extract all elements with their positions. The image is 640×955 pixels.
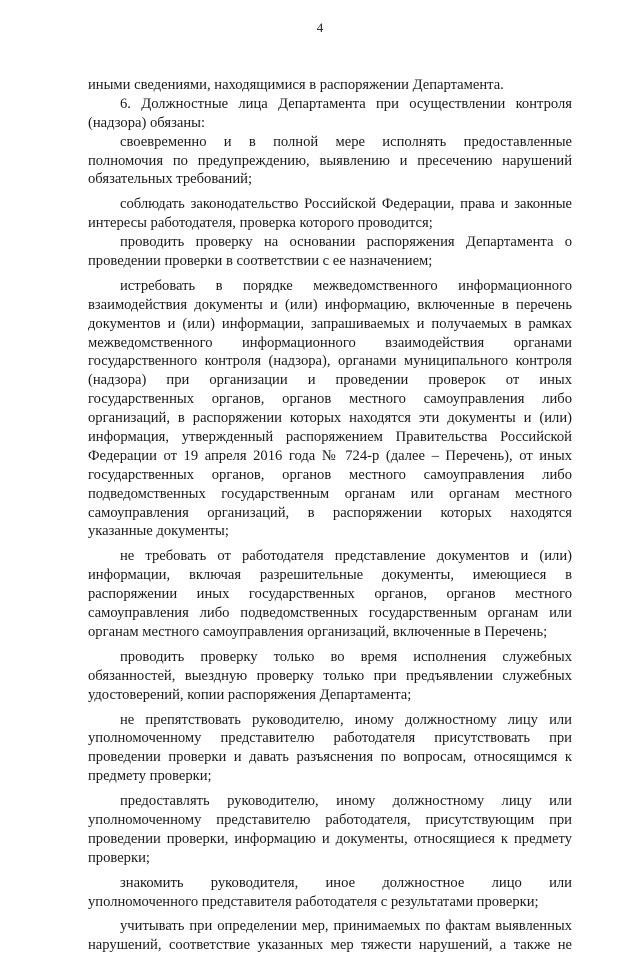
text-line: организаций, в распоряжении которых находятся эти документы и (или) [88, 410, 572, 427]
text-line: (надзора) при организации и проведении проверок от иных [88, 372, 572, 389]
text-line: подведомственных государственным органам или органам местного [88, 485, 572, 502]
text-line: проводить проверку только во время исполнения служебных [120, 648, 572, 665]
text-line: проводить проверку на основании распоряжения Департамента о [120, 234, 572, 251]
text-line: государственных органов, органов местного самоуправления либо [88, 466, 572, 483]
text-line: предмету проверки; [88, 768, 212, 785]
text-line: знакомить руководителя, иное должностное лицо или [120, 874, 572, 891]
text-line: информация, утвержденный распоряжением Правительства Российской [88, 429, 572, 446]
text-line: нарушений, соответствие указанных мер тяжести нарушений, а также не [88, 937, 572, 954]
text-line: самоуправления либо подведомственных государственным органам или [88, 605, 572, 622]
text-line: уполномоченному представителю работодателя, присутствующим при [88, 811, 572, 828]
text-line: обязательных требований; [88, 171, 253, 188]
text-line: информации, включая разрешительные документы, имеющиеся в [88, 567, 572, 584]
text-line: проверки; [88, 849, 150, 866]
text-line: проведении проверки, информацию и документы, относящиеся к предмету [88, 830, 572, 847]
text-line: 6. Должностные лица Департамента при осуществлении контроля [120, 95, 572, 112]
text-line: Федерации от 19 апреля 2016 года № 724-р (далее – Перечень), от иных [88, 447, 572, 464]
text-line: предоставлять руководителю, иному должностному лицу или [120, 793, 572, 810]
text-line: учитывать при определении мер, принимаемых по фактам выявленных [120, 918, 572, 935]
page-number: 4 [316, 20, 324, 35]
text-line: указанные документы; [88, 523, 229, 540]
text-line: взаимодействия документы и (или) информацию, включенные в перечень [88, 296, 572, 313]
text-line: не требовать от работодателя представление документов и (или) [120, 548, 572, 565]
text-line: документов и (или) информации, запрашиваемых и получаемых в рамках [88, 315, 572, 332]
text-line: уполномоченного представителя работодателя с результатами проверки; [88, 893, 539, 910]
text-line: удостоверений, копии распоряжения Департамента; [88, 686, 412, 703]
text-line: (надзора) обязаны: [88, 114, 205, 131]
text-line: обязанностей, выездную проверку только при предъявлении служебных [88, 667, 572, 684]
text-line: соблюдать законодательство Российской Федерации, права и законные [120, 196, 572, 213]
text-line: государственного контроля (надзора), органами муниципального контроля [88, 353, 572, 370]
text-line: полномочия по предупреждению, выявлению и пресечению нарушений [88, 152, 572, 169]
text-line: истребовать в порядке межведомственного информационного [120, 277, 572, 294]
text-line: межведомственного информационного взаимодействия органами [88, 334, 572, 351]
text-line: государственных органов, органов местного самоуправления либо [88, 391, 572, 408]
document-body [88, 76, 572, 955]
text-line: не препятствовать руководителю, иному должностному лицу или [120, 711, 572, 728]
text-line: интересы работодателя, проверка которого проводится; [88, 215, 433, 232]
text-line: уполномоченному представителю работодателя присутствовать при [88, 730, 572, 747]
text-line: распоряжении иных государственных органов, органов местного [88, 586, 572, 603]
text-line: проведении проверки в соответствии с ее назначением; [88, 253, 433, 270]
text-line: проведении проверки и давать разъяснения по вопросам, относящимся к [88, 749, 572, 766]
text-line: иными сведениями, находящимися в распоряжении Департамента. [88, 77, 504, 93]
text-line: органам местного самоуправления организаций, включенные в Перечень; [88, 623, 548, 640]
text-line: своевременно и в полной мере исполнять предоставленные [120, 133, 572, 150]
text-line: самоуправления организаций, в распоряжении которых находятся [88, 504, 572, 521]
